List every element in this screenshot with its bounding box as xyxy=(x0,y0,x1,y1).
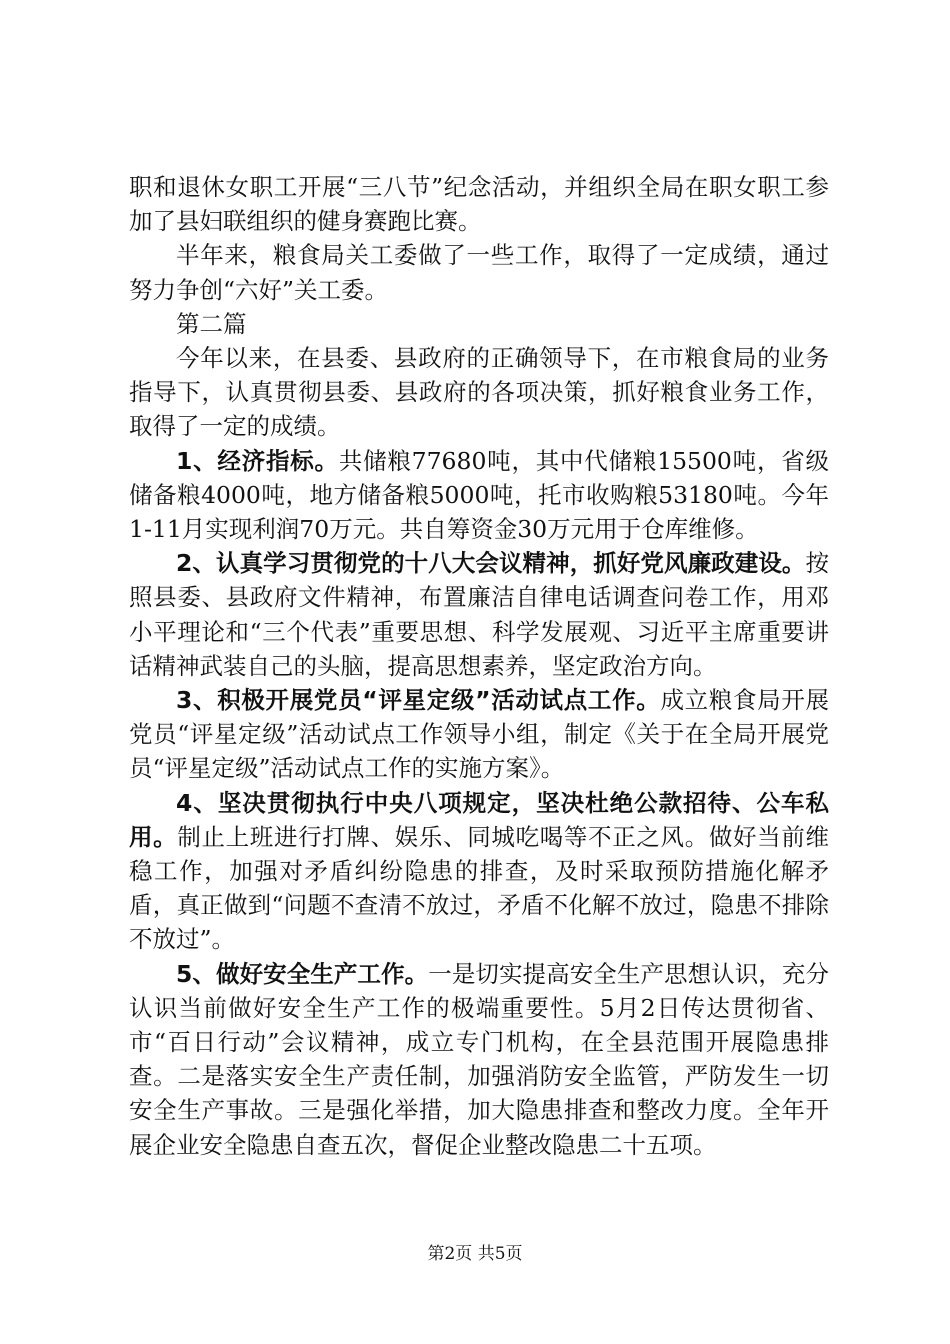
paragraph-item-1 xyxy=(129,444,829,547)
page-indicator: 第2页 共5页 xyxy=(427,1244,523,1264)
paragraph-text: 今年以来，在县委、县政府的正确领导下，在市粮食局的业务指导下，认真贯彻县委、县政府的各项决策，抓好粮食业务工作，取得了一定的成绩。 xyxy=(129,344,829,441)
paragraph-text: 共储粮77680吨，其中代储粮15500吨，省级储备粮4000吨，地方储备粮5000吨，托市收购粮53180吨。今年1-11月实现利润70万元。共自筹资金30万元用于仓库维修。 xyxy=(129,446,830,544)
paragraph-intro xyxy=(129,341,829,444)
item-heading: 5、做好安全生产工作。 xyxy=(176,959,429,988)
item-heading: 2、认真学习贯彻党的十八大会议精神，抓好党风廉政建设。 xyxy=(176,549,806,578)
paragraph-item-2 xyxy=(129,546,829,683)
paragraph-item-4 xyxy=(129,786,829,957)
section-title-text: 第二篇 xyxy=(176,309,247,338)
paragraph-continuation xyxy=(129,170,829,238)
paragraph-summary xyxy=(129,238,829,306)
document-body xyxy=(129,170,829,1162)
paragraph-text: 按照县委、县政府文件精神，布置廉洁自律电话调查问卷工作，用邓小平理论和“三个代表”重要思想、科学发展观、习近平主席重要讲话精神武装自己的头脑，提高思想素养，坚定政治方向。 xyxy=(129,549,829,680)
paragraph-item-3 xyxy=(129,683,829,786)
page-footer xyxy=(0,1242,950,1266)
paragraph-text: 职和退休女职工开展“三八节”纪念活动，并组织全局在职女职工参加了县妇联组织的健身赛跑比赛。 xyxy=(129,173,829,236)
item-heading: 4、坚决贯彻执行中央八项规定，坚决杜绝公款招待、公车私用。 xyxy=(129,788,829,851)
paragraph-text: 一是切实提高安全生产思想认识，充分认识当前做好安全生产工作的极端重要性。5月2日传达贯彻省、市“百日行动”会议精神，成立专门机构，在全县范围开展隐患排查。二是落实安全生产责任制，加强消防安全监管，严防发生一切安全生产事故。三是强化举措，加大隐患排查和整改力度。全年开展企业安全隐患自查五次，督促企业整改隐患二十五项。 xyxy=(129,959,830,1159)
paragraph-item-5 xyxy=(129,957,829,1162)
paragraph-text: 成立粮食局开展党员“评星定级”活动试点工作领导小组，制定《关于在全局开展党员“评星定级”活动试点工作的实施方案》。 xyxy=(129,686,829,783)
section-title xyxy=(129,307,829,341)
paragraph-text: 制止上班进行打牌、娱乐、同城吃喝等不正之风。做好当前维稳工作，加强对矛盾纠纷隐患的排查，及时采取预防措施化解矛盾，真正做到“问题不查清不放过，矛盾不化解不放过，隐患不排除不放过”。 xyxy=(129,822,830,954)
item-heading: 3、积极开展党员“评星定级”活动试点工作。 xyxy=(176,686,661,715)
item-heading: 1、经济指标。 xyxy=(176,446,339,475)
paragraph-text: 半年来，粮食局关工委做了一些工作，取得了一定成绩，通过努力争创“六好”关工委。 xyxy=(129,241,829,304)
